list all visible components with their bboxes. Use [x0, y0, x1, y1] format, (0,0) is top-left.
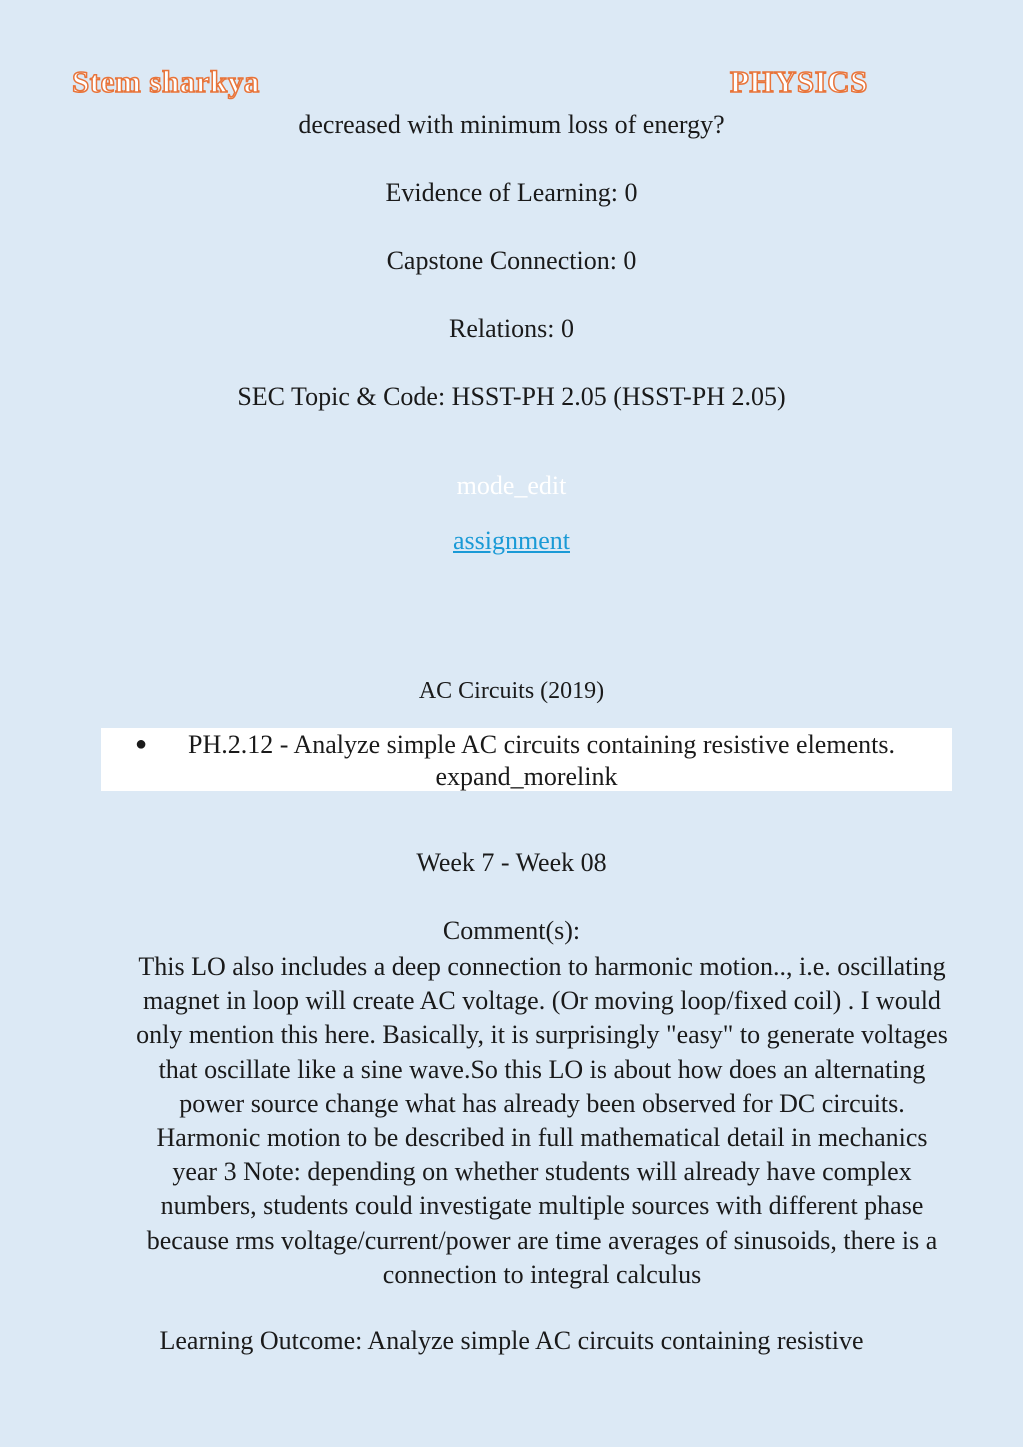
subject-title: PHYSICS	[730, 64, 868, 99]
week-range: Week 7 - Week 08	[416, 848, 607, 877]
outcome-text: PH.2.12 - Analyze simple AC circuits containing resistive elements.	[188, 730, 895, 759]
bullet-icon: ●	[135, 733, 148, 755]
relations: Relations: 0	[449, 314, 574, 343]
comment-body: This LO also includes a deep connection to harmonic motion.., i.e. oscillating magnet in loop will create AC voltage. (Or moving loop/fixed coil) . I would only mention this here. Basically, it is surprisingly "easy" to generate voltages that oscillate like a sine wave.So this LO is about how does an alternating power source change what has already been observed for DC circuits. Harmonic motion to be described in full mathematical detail in mechanics year 3 Note: depending on whether students will already have complex numbers, students could investigate multiple sources with different phase because rms voltage/current/power are time averages of sinusoids, there is a connection to integral calculus	[136, 952, 948, 1289]
expand-more-link[interactable]: expand_morelink	[435, 762, 618, 791]
brand-title: Stem sharkya	[72, 64, 260, 99]
edit-icon[interactable]: mode_edit	[456, 471, 567, 500]
question-tail: decreased with minimum loss of energy?	[298, 110, 725, 139]
unit-title: AC Circuits (2019)	[418, 678, 605, 704]
outcome-item	[101, 729, 952, 760]
sec-topic-code: SEC Topic & Code: HSST-PH 2.05 (HSST-PH 2.05)	[237, 382, 786, 411]
assignment-link[interactable]: assignment	[453, 526, 570, 555]
learning-outcome: Learning Outcome: Analyze simple AC circuits containing resistive	[159, 1326, 864, 1355]
comments-heading: Comment(s):	[442, 916, 581, 945]
outcome-list	[101, 728, 952, 791]
capstone-connection: Capstone Connection: 0	[386, 246, 637, 275]
evidence-of-learning: Evidence of Learning: 0	[385, 178, 638, 207]
